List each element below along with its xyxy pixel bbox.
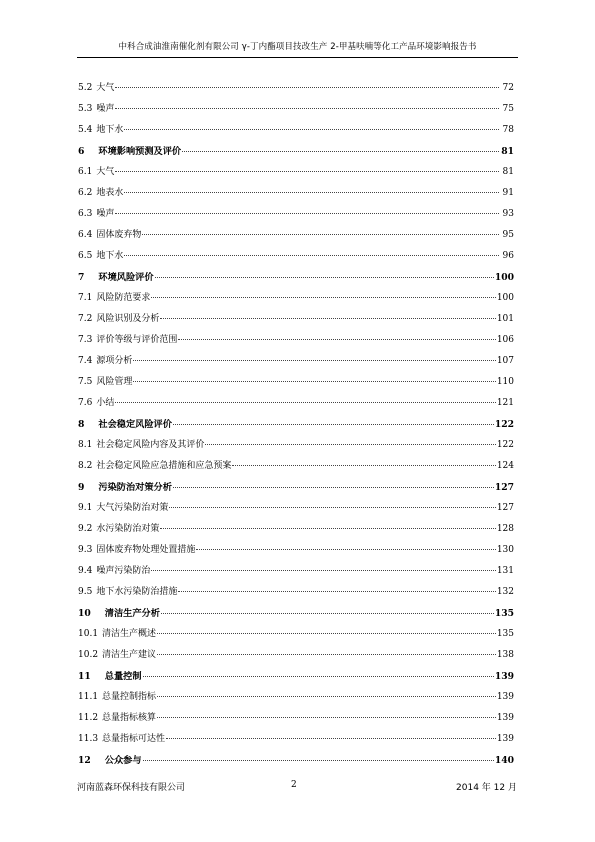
toc-entry-number: 7.5 [78, 377, 93, 387]
toc-entry-text: 环境影响预测及评价 [98, 146, 182, 157]
toc-dot-leader [157, 696, 496, 697]
toc-entry-page: 81 [502, 167, 514, 177]
toc-entry-title [78, 206, 114, 219]
toc-entry-text: 固体废弃物处理处置措施 [96, 545, 196, 555]
toc-entry[interactable] [78, 479, 514, 500]
toc-entry-number: 12 [78, 755, 91, 766]
toc-entry-page: 100 [494, 272, 514, 283]
toc-entry[interactable] [78, 227, 514, 248]
toc-entry-number: 11.3 [78, 734, 99, 744]
toc-entry-text: 噪声污染防治 [96, 566, 151, 576]
toc-dot-leader [161, 613, 494, 614]
toc-entry-text: 大气污染防治对策 [96, 503, 169, 513]
toc-entry-title [78, 269, 154, 283]
toc-entry-number: 9.5 [78, 587, 93, 597]
toc-dot-leader [124, 129, 499, 130]
toc-dot-leader [169, 507, 495, 508]
toc-entry-page: 110 [496, 377, 514, 387]
toc-entry-text: 噪声 [96, 104, 115, 114]
toc-entry-page: 122 [494, 419, 514, 430]
toc-entry-title [78, 500, 168, 513]
toc-entry[interactable] [78, 584, 514, 605]
toc-dot-leader [115, 402, 495, 403]
toc-dot-leader [133, 360, 495, 361]
toc-entry-page: 106 [496, 335, 514, 345]
toc-dot-leader [178, 339, 495, 340]
page-header: 中科合成油淮南催化剂有限公司 γ-丁内酯项目技改生产 2-甲基呋喃等化工产品环境影响报告书 [118, 42, 477, 52]
toc-entry-number: 7.1 [78, 293, 93, 303]
toc-entry[interactable] [78, 647, 514, 668]
toc-dot-leader [157, 717, 496, 718]
toc-entry-text: 风险识别及分析 [96, 314, 160, 324]
toc-entry[interactable] [78, 80, 514, 101]
table-of-contents [78, 80, 514, 773]
toc-entry-number: 11 [78, 671, 91, 682]
toc-entry-page: 101 [496, 314, 514, 324]
toc-entry-page: 93 [502, 209, 514, 219]
header-divider [77, 57, 518, 58]
toc-entry[interactable] [78, 332, 514, 353]
toc-entry-text: 源项分析 [96, 356, 133, 366]
toc-dot-leader [160, 528, 495, 529]
toc-entry[interactable] [78, 164, 514, 185]
toc-entry[interactable] [78, 731, 514, 752]
toc-dot-leader [151, 570, 495, 571]
toc-entry-title [78, 626, 156, 639]
toc-dot-leader [133, 381, 495, 382]
toc-entry-text: 风险管理 [96, 377, 133, 387]
toc-entry-page: 124 [496, 461, 514, 471]
toc-entry-number: 5.4 [78, 125, 93, 135]
toc-entry[interactable] [78, 458, 514, 479]
toc-entry[interactable] [78, 311, 514, 332]
toc-entry-page: 140 [494, 755, 514, 766]
toc-entry[interactable] [78, 416, 514, 437]
toc-entry-page: 139 [496, 692, 514, 702]
toc-entry[interactable] [78, 752, 514, 773]
toc-entry-number: 9.2 [78, 524, 93, 534]
toc-entry-page: 132 [496, 587, 514, 597]
toc-entry-text: 水污染防治对策 [96, 524, 160, 534]
toc-entry-title [78, 164, 114, 177]
toc-entry-text: 总量控制指标 [102, 692, 157, 702]
toc-entry-number: 6.4 [78, 230, 93, 240]
toc-dot-leader [115, 87, 499, 88]
toc-dot-leader [157, 654, 496, 655]
footer-company: 河南蓝森环保科技有限公司 [77, 783, 186, 793]
toc-entry-text: 社会稳定风险评价 [98, 419, 172, 430]
toc-entry-title [78, 248, 123, 261]
toc-entry-text: 地表水 [96, 188, 124, 198]
toc-dot-leader [124, 192, 499, 193]
toc-entry-page: 138 [496, 650, 514, 660]
toc-entry[interactable] [78, 563, 514, 584]
toc-entry-number: 8.2 [78, 461, 93, 471]
toc-entry-text: 清洁生产建议 [102, 650, 157, 660]
toc-entry-title [78, 710, 156, 723]
toc-dot-leader [157, 633, 496, 634]
toc-entry[interactable] [78, 395, 514, 416]
toc-entry-text: 总量控制 [104, 671, 142, 682]
toc-entry-text: 大气 [96, 167, 115, 177]
toc-entry-text: 评价等级与评价范围 [96, 335, 178, 345]
toc-entry-text: 风险防范要求 [96, 293, 151, 303]
toc-entry-page: 139 [496, 734, 514, 744]
toc-entry-text: 污染防治对策分析 [98, 482, 172, 493]
toc-entry-title [78, 374, 132, 387]
toc-entry[interactable] [78, 605, 514, 626]
toc-entry[interactable] [78, 689, 514, 710]
toc-entry-page: 95 [502, 230, 514, 240]
toc-entry-text: 公众参与 [104, 755, 142, 766]
toc-entry-text: 总量指标可达性 [102, 734, 166, 744]
toc-entry-title [78, 752, 142, 766]
toc-dot-leader [143, 760, 494, 761]
toc-entry-title [78, 479, 172, 493]
toc-entry-number: 5.2 [78, 83, 93, 93]
toc-entry[interactable] [78, 290, 514, 311]
footer-page-number: 2 [291, 780, 297, 790]
toc-entry-page: 139 [494, 671, 514, 682]
toc-entry-number: 6.3 [78, 209, 93, 219]
toc-entry-number: 9.1 [78, 503, 93, 513]
toc-entry-title [78, 647, 156, 660]
toc-entry-title [78, 185, 123, 198]
toc-dot-leader [115, 108, 499, 109]
toc-dot-leader [205, 444, 495, 445]
toc-entry-number: 6.5 [78, 251, 93, 261]
toc-entry-number: 11.2 [78, 713, 99, 723]
toc-entry-number: 6.2 [78, 188, 93, 198]
toc-entry[interactable] [78, 437, 514, 458]
toc-entry-number: 9.3 [78, 545, 93, 555]
toc-entry-text: 社会稳定风险内容及其评价 [96, 440, 205, 450]
toc-entry-title [78, 227, 141, 240]
toc-entry-number: 10.2 [78, 650, 99, 660]
toc-entry[interactable] [78, 122, 514, 143]
toc-entry-number: 9 [78, 482, 85, 493]
toc-dot-leader [173, 424, 494, 425]
toc-dot-leader [115, 171, 499, 172]
toc-entry-page: 78 [502, 125, 514, 135]
toc-entry-text: 总量指标核算 [102, 713, 157, 723]
toc-dot-leader [178, 591, 495, 592]
toc-entry-number: 10 [78, 608, 91, 619]
toc-entry-title [78, 143, 181, 157]
toc-entry-page: 135 [496, 629, 514, 639]
toc-entry[interactable] [78, 374, 514, 395]
toc-entry-number: 7 [78, 272, 85, 283]
toc-entry-text: 地下水 [96, 125, 124, 135]
toc-entry-title [78, 416, 172, 430]
toc-entry[interactable] [78, 185, 514, 206]
toc-entry-page: 81 [501, 146, 514, 157]
toc-entry-page: 72 [502, 83, 514, 93]
toc-dot-leader [124, 255, 499, 256]
toc-dot-leader [142, 234, 499, 235]
toc-entry-title [78, 290, 150, 303]
toc-dot-leader [143, 676, 494, 677]
toc-entry-page: 139 [496, 713, 514, 723]
toc-dot-leader [182, 151, 499, 152]
toc-entry-page: 122 [496, 440, 514, 450]
toc-entry-page: 131 [496, 566, 514, 576]
toc-entry[interactable] [78, 626, 514, 647]
footer-date: 2014 年 12 月 [456, 783, 517, 793]
toc-entry[interactable] [78, 143, 514, 164]
toc-entry-number: 7.6 [78, 398, 93, 408]
toc-entry-title [78, 668, 142, 682]
toc-entry-number: 7.4 [78, 356, 93, 366]
toc-entry-title [78, 731, 165, 744]
toc-entry[interactable] [78, 248, 514, 269]
toc-entry-text: 清洁生产概述 [102, 629, 157, 639]
toc-entry-text: 清洁生产分析 [104, 608, 160, 619]
toc-entry-page: 127 [494, 482, 514, 493]
toc-entry[interactable] [78, 353, 514, 374]
toc-entry-number: 8.1 [78, 440, 93, 450]
toc-entry-number: 6 [78, 146, 85, 157]
toc-entry-title [78, 689, 156, 702]
toc-entry-text: 小结 [96, 398, 115, 408]
toc-entry-number: 7.2 [78, 314, 93, 324]
toc-entry-page: 130 [496, 545, 514, 555]
toc-dot-leader [166, 738, 496, 739]
toc-entry-page: 75 [502, 104, 514, 114]
toc-entry-title [78, 458, 231, 471]
toc-entry-text: 地下水 [96, 251, 124, 261]
toc-entry-title [78, 563, 150, 576]
toc-entry[interactable] [78, 542, 514, 563]
toc-entry-text: 环境风险评价 [98, 272, 154, 283]
toc-entry-page: 121 [496, 398, 514, 408]
toc-entry-page: 100 [496, 293, 514, 303]
toc-dot-leader [115, 213, 499, 214]
toc-entry[interactable] [78, 101, 514, 122]
toc-dot-leader [173, 487, 494, 488]
toc-entry-number: 11.1 [78, 692, 99, 702]
toc-entry-number: 10.1 [78, 629, 99, 639]
toc-entry-number: 8 [78, 419, 85, 430]
toc-entry[interactable] [78, 710, 514, 731]
toc-entry-number: 6.1 [78, 167, 93, 177]
toc-entry-text: 噪声 [96, 209, 115, 219]
toc-entry-title [78, 122, 123, 135]
toc-entry-page: 91 [502, 188, 514, 198]
toc-entry-page: 135 [494, 608, 514, 619]
toc-entry-number: 7.3 [78, 335, 93, 345]
toc-entry-text: 地下水污染防治措施 [96, 587, 178, 597]
toc-entry[interactable] [78, 206, 514, 227]
toc-entry-text: 大气 [96, 83, 115, 93]
toc-entry-page: 128 [496, 524, 514, 534]
toc-entry-title [78, 584, 177, 597]
toc-entry-title [78, 542, 195, 555]
toc-entry-title [78, 437, 204, 450]
toc-entry-number: 9.4 [78, 566, 93, 576]
toc-entry[interactable] [78, 269, 514, 290]
toc-entry-title [78, 605, 160, 619]
toc-entry-text: 固体废弃物 [96, 230, 142, 240]
toc-entry[interactable] [78, 500, 514, 521]
toc-entry-page: 96 [502, 251, 514, 261]
toc-entry-number: 5.3 [78, 104, 93, 114]
toc-entry-page: 107 [496, 356, 514, 366]
toc-dot-leader [155, 277, 494, 278]
toc-entry-title [78, 353, 132, 366]
toc-entry-title [78, 521, 159, 534]
toc-entry-text: 社会稳定风险应急措施和应急预案 [96, 461, 232, 471]
toc-dot-leader [151, 297, 495, 298]
toc-entry-title [78, 395, 114, 408]
toc-entry-title [78, 311, 159, 324]
toc-entry-title [78, 332, 177, 345]
toc-entry-title [78, 80, 114, 93]
toc-entry-page: 127 [496, 503, 514, 513]
toc-entry-title [78, 101, 114, 114]
toc-entry[interactable] [78, 668, 514, 689]
toc-dot-leader [160, 318, 495, 319]
toc-dot-leader [232, 465, 495, 466]
toc-dot-leader [196, 549, 495, 550]
toc-entry[interactable] [78, 521, 514, 542]
